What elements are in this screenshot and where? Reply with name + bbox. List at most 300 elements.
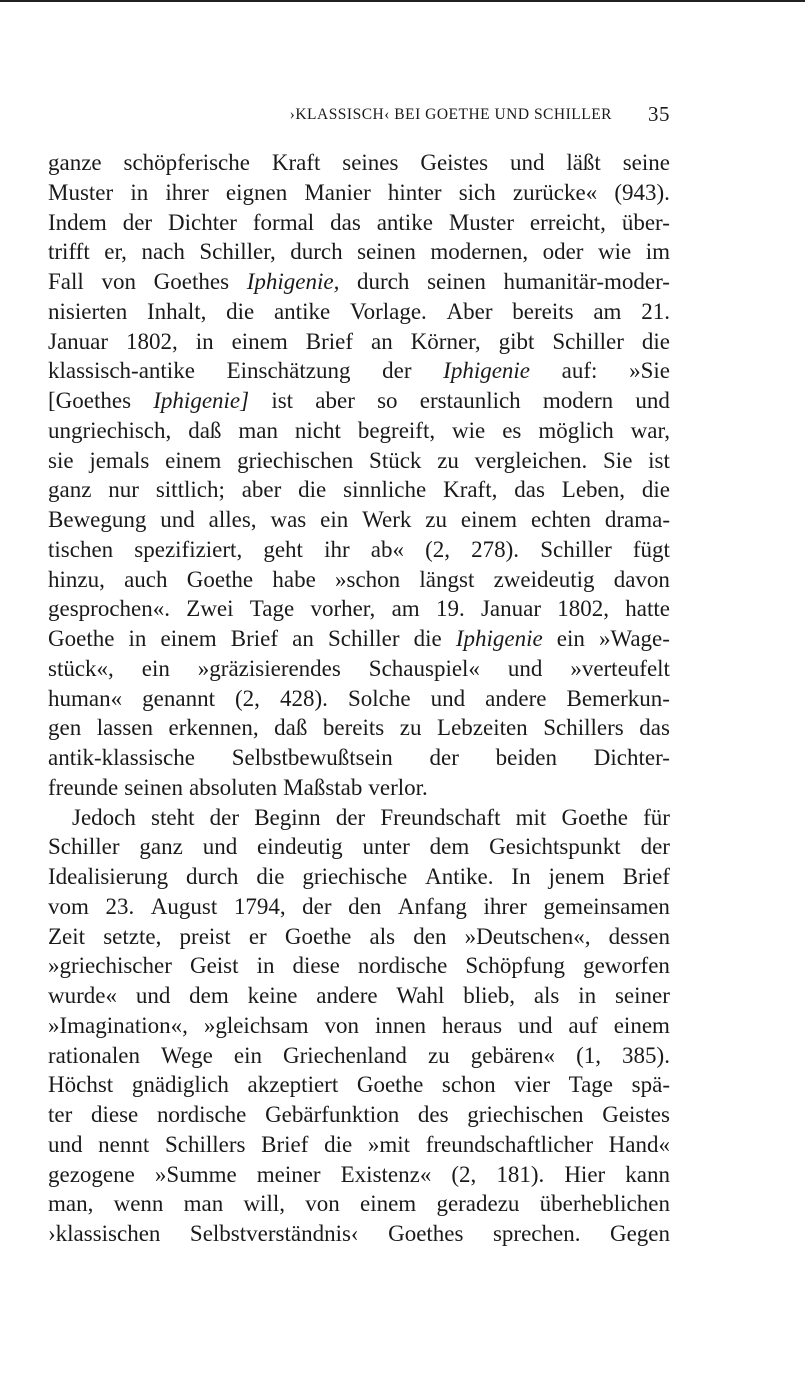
word: Manier (304, 179, 371, 205)
word: durch (290, 239, 343, 265)
word: von (324, 1012, 360, 1038)
word: was (270, 507, 307, 532)
word: aber (241, 477, 282, 503)
word: die (256, 864, 285, 889)
text-line (48, 1219, 670, 1249)
text-line (48, 505, 670, 535)
word: seiner (614, 983, 670, 1008)
word: Kraft (271, 150, 321, 175)
text-line (48, 862, 670, 892)
word: blieb, (463, 983, 515, 1008)
word: Maßstab (283, 774, 363, 800)
word: antike (376, 209, 433, 235)
word: griechische (302, 864, 408, 889)
word: für (643, 804, 670, 830)
word: humanitär-moder- (503, 269, 670, 294)
word: wurde« (48, 983, 117, 1008)
word: gezogene (48, 1161, 135, 1187)
word: 278). (471, 536, 520, 562)
word: (2, (451, 1161, 477, 1187)
word: zweideutig (493, 566, 595, 592)
word: [Goethes (48, 388, 132, 413)
word: gen (48, 715, 82, 741)
word: unter (362, 834, 410, 860)
word: es (502, 417, 522, 443)
text-line (48, 148, 670, 178)
text-line (48, 1070, 670, 1100)
text-line (48, 892, 670, 922)
word: Goethe (186, 566, 254, 592)
word: seinen (357, 239, 416, 265)
word: Schöpfung (465, 953, 566, 979)
word: Lebzeiten (437, 715, 528, 741)
word: sprechen. (492, 1221, 581, 1246)
word: ›klassischen (48, 1221, 161, 1246)
word: »Deutschen«, (464, 923, 591, 949)
word: alles, (208, 507, 257, 532)
word: dem (189, 983, 229, 1008)
word: als (533, 983, 560, 1008)
word: einem (165, 447, 222, 473)
word: einem (613, 1012, 670, 1038)
word: Wege (161, 1042, 213, 1068)
text-line (48, 416, 670, 446)
word: griechischen (237, 447, 354, 473)
word: zu (427, 1042, 450, 1068)
word: erreicht, (529, 209, 606, 235)
word: Anfang (397, 893, 467, 919)
word: »verteufelt (570, 655, 670, 681)
word: Tage (568, 1072, 614, 1098)
word: jemals (89, 447, 150, 473)
word: nordische (357, 953, 448, 979)
word: und (517, 1012, 553, 1038)
word: rationalen (48, 1042, 140, 1068)
word: seinen (427, 269, 486, 294)
word: man, (48, 1191, 94, 1217)
word: »Sie (629, 358, 670, 384)
word: Dichter- (593, 745, 670, 770)
word: In (511, 864, 531, 889)
word: 19. (435, 596, 465, 622)
word: auf: (561, 358, 598, 384)
word: der (640, 834, 670, 860)
word: wenn (113, 1191, 164, 1217)
word: Antike. (425, 864, 494, 889)
word: ab« (370, 536, 404, 562)
word: Muster (448, 209, 514, 235)
word: Schiller (327, 626, 400, 651)
word: heraus (442, 1012, 503, 1038)
word: auf (568, 1012, 598, 1038)
word: an (292, 626, 314, 651)
word: genannt (142, 685, 215, 711)
word: Einschätzung (226, 358, 351, 384)
word: durch (186, 864, 239, 889)
word: der (429, 745, 459, 770)
word: einem (360, 1191, 417, 1217)
word: 1802, (126, 328, 178, 354)
word: antik-klassische (48, 745, 195, 770)
word: ganz (48, 477, 92, 503)
text-line (48, 356, 670, 386)
word: Schiller (540, 536, 612, 562)
word: der (209, 804, 240, 830)
word: Freundschaft (380, 804, 501, 830)
text-line (48, 1160, 670, 1190)
word: freunde (48, 774, 119, 800)
word: durch (357, 269, 410, 294)
word: Goethe (284, 923, 352, 949)
word: und (430, 685, 466, 711)
word: 428). (279, 685, 328, 711)
word: »Imagination«, (48, 1012, 188, 1038)
word: ihrer (165, 179, 209, 205)
word: Indem (48, 209, 107, 235)
word: Schiller, (199, 239, 276, 265)
word: das (639, 715, 670, 741)
word: geworfen (583, 953, 670, 979)
word: Brief (261, 1131, 309, 1157)
word: nennt (98, 1131, 150, 1157)
word: (2, (425, 536, 451, 562)
word: hinzu, (48, 566, 105, 592)
word: daß (274, 715, 308, 741)
word: erkennen, (168, 715, 259, 741)
word: Stück (369, 447, 422, 473)
word: dem (429, 834, 470, 860)
word: 23. (105, 893, 135, 919)
word: bereits (322, 715, 385, 741)
italic-word: Iphigenie] (153, 388, 250, 413)
word: echten (530, 507, 591, 532)
word: ist (648, 447, 670, 473)
word: 21. (641, 298, 670, 324)
word: Hier (564, 1161, 606, 1187)
word: und (202, 834, 238, 860)
word: gibt (498, 328, 535, 354)
word: ein (320, 507, 349, 532)
word: nur (108, 477, 139, 503)
word: Kraft, (443, 477, 498, 503)
word: vorher, (310, 596, 376, 622)
word: »gräzisierendes (197, 655, 341, 681)
word: absoluten (189, 774, 278, 800)
word: war, (630, 417, 670, 443)
word: Bemerkun- (566, 685, 670, 711)
word: zurücke« (512, 179, 598, 205)
word: Brief (230, 626, 279, 651)
text-line (48, 1041, 670, 1071)
word: läßt (566, 150, 601, 175)
word: im (645, 239, 670, 265)
word: die (324, 1131, 353, 1157)
word: Schiller (552, 328, 624, 354)
text-line (48, 386, 670, 416)
word: diese (90, 1102, 139, 1127)
word: und (135, 983, 171, 1008)
text-line (48, 208, 670, 238)
word: habe (272, 566, 316, 592)
word: das (330, 209, 361, 235)
word: sich (458, 179, 496, 205)
italic-word: Iphigenie (443, 358, 531, 384)
word: einem (160, 626, 217, 651)
word: Zwei (186, 596, 234, 622)
word: Brief (305, 328, 354, 354)
word: keine (247, 983, 298, 1008)
word: schon (441, 1072, 496, 1098)
word: zu (437, 447, 459, 473)
word: der (302, 893, 332, 919)
word: er, (104, 239, 127, 265)
word: Goethe (48, 626, 115, 651)
word: formal (252, 209, 315, 235)
running-head: ›KLASSISCH‹ BEI GOETHE UND SCHILLER (289, 106, 612, 123)
text-line (48, 1130, 670, 1160)
word: Sie (603, 447, 633, 473)
word: zu (399, 715, 422, 741)
word: »Wage- (598, 626, 670, 651)
word: in (578, 983, 597, 1008)
word: 1794, (233, 893, 286, 919)
page-header (48, 104, 670, 130)
word: Bewegung (48, 507, 147, 532)
word: Gebärfunktion (265, 1102, 400, 1127)
word: bereits (512, 298, 574, 324)
word: gesprochen«. (48, 596, 170, 622)
word: Tage (249, 596, 295, 622)
word: August (150, 893, 218, 919)
text-line (48, 773, 670, 803)
word: Fall (48, 269, 84, 294)
word: Griechenland (283, 1042, 407, 1068)
word: Selbstverständnis‹ (189, 1221, 359, 1246)
word: und (509, 150, 545, 175)
word: vom (48, 893, 89, 919)
text-line (48, 743, 670, 773)
word: Januar (480, 596, 541, 622)
word: schöpferische (123, 150, 250, 175)
word: klassisch-antike (48, 358, 195, 384)
word: Goethe (561, 804, 628, 830)
word: freundschaftlicher (425, 1131, 593, 1157)
word: der (382, 358, 412, 384)
word: man (238, 417, 278, 443)
word: modernen, (430, 239, 529, 265)
word: ein (141, 655, 170, 681)
word: akzeptiert (247, 1072, 339, 1098)
word: Aber (446, 298, 493, 324)
word: ter (48, 1102, 73, 1127)
word: gemeinsamen (543, 893, 670, 919)
word: Schauspiel« (368, 655, 480, 681)
word: Solche (347, 685, 411, 711)
word: und (48, 1131, 83, 1157)
text-line (48, 1100, 670, 1130)
word: »gleichsam (203, 1012, 309, 1038)
word: der (335, 804, 366, 830)
word: ihr (324, 536, 350, 562)
word: andere (316, 983, 378, 1008)
word: von (101, 269, 136, 294)
word: davon (613, 566, 670, 592)
word: »Summe (154, 1161, 237, 1187)
word: Dichter (167, 209, 237, 235)
word: (1, (576, 1042, 601, 1068)
word: möglich (538, 417, 614, 443)
word: »schon (335, 566, 401, 592)
word: »griechischer (48, 953, 172, 979)
word: er (248, 923, 267, 949)
word: die (413, 626, 442, 651)
word: wie (452, 417, 486, 443)
word: Existenz« (340, 1161, 432, 1187)
word: ein (556, 626, 585, 651)
word: die (641, 477, 670, 503)
word: 385). (622, 1042, 670, 1068)
word: sie (48, 447, 74, 473)
word: längst (419, 566, 475, 592)
word: vergleichen. (474, 447, 588, 473)
word: der (122, 209, 153, 235)
word: nach (141, 239, 185, 265)
word: Gesichtspunkt (489, 834, 621, 860)
word: hinter (387, 179, 442, 205)
word: Geist (189, 953, 239, 979)
word: Idealisierung (48, 864, 169, 889)
word: setzte, (103, 923, 162, 949)
word: Zeit (48, 923, 86, 949)
word: human« (48, 685, 123, 711)
word: erstaunlich (419, 388, 521, 413)
text-line (48, 1189, 670, 1219)
text-line (48, 624, 670, 654)
word: am (593, 298, 622, 324)
word: seine (622, 150, 670, 175)
word: verlor. (368, 774, 428, 800)
text-line (48, 684, 670, 714)
word: am (391, 596, 420, 622)
word: auch (124, 566, 168, 592)
word: ist (271, 388, 294, 413)
word: zu (425, 507, 447, 532)
text-line (48, 446, 670, 476)
word: beiden (495, 745, 557, 770)
word: Schiller (48, 834, 120, 860)
text-line (48, 178, 670, 208)
word: Januar (48, 328, 109, 354)
word: Schillers (164, 1131, 246, 1157)
word: Brief (622, 864, 670, 889)
word: das (514, 477, 545, 503)
word: und (635, 388, 670, 413)
word: Vorlage. (349, 298, 427, 324)
word: (2, (235, 685, 260, 711)
word: 181). (496, 1161, 545, 1187)
word: drama- (604, 507, 670, 532)
word: Geistes (602, 1102, 670, 1127)
word: Leben, (561, 477, 625, 503)
word: Hand« (608, 1131, 670, 1157)
word: eindeutig (257, 834, 343, 860)
word: begreift, (357, 417, 436, 443)
italic-word: Iphigenie (455, 626, 543, 651)
word: ganz (139, 834, 183, 860)
word: spezifiziert, (134, 536, 243, 562)
word: Körner, (410, 328, 481, 354)
word: seinen (124, 774, 184, 800)
word: andere (485, 685, 547, 711)
word: Werk (362, 507, 412, 532)
word: preist (179, 923, 231, 949)
word: und (160, 507, 195, 532)
word: lassen (96, 715, 153, 741)
word: überheblichen (539, 1191, 670, 1217)
word: Goethe (356, 1072, 424, 1098)
word: Beginn (254, 804, 321, 830)
text-line (48, 951, 670, 981)
text-line (48, 922, 670, 952)
word: einem (231, 328, 288, 354)
word: hatte (625, 596, 670, 622)
word: so (377, 388, 398, 413)
word: Gegen (609, 1221, 670, 1246)
text-line (48, 803, 670, 833)
word: modern (542, 388, 614, 413)
word: ein (233, 1042, 262, 1068)
word: wie (597, 239, 632, 265)
word: jenem (548, 864, 605, 889)
word: die (298, 477, 327, 503)
word: Selbstbewußtsein (231, 745, 393, 770)
word: 1802, (557, 596, 609, 622)
word: tischen (48, 536, 114, 562)
word: aber (315, 388, 355, 413)
word: will, (243, 1191, 286, 1217)
word: seines (342, 150, 399, 175)
word: spä- (631, 1072, 670, 1098)
text-line (48, 297, 670, 327)
word: Goethes (153, 269, 230, 294)
word: sinnliche (343, 477, 427, 503)
text-line (48, 535, 670, 565)
word: kann (625, 1161, 670, 1187)
word: steht (151, 804, 195, 830)
word: Jedoch (72, 804, 136, 830)
italic-word: Iphigenie, (246, 269, 340, 294)
word: in (128, 626, 147, 651)
word: ungriechisch, (48, 417, 172, 443)
text-line (48, 565, 670, 595)
word: gebären« (470, 1042, 556, 1068)
text-line (48, 267, 670, 297)
word: sittlich; (155, 477, 225, 503)
word: geradezu (436, 1191, 520, 1217)
body-text (48, 148, 670, 1249)
text-line (48, 654, 670, 684)
word: Muster (48, 179, 114, 205)
word: den (413, 923, 447, 949)
word: eignen (225, 179, 288, 205)
word: einem (460, 507, 518, 532)
word: die (641, 328, 670, 354)
word: ganze (48, 150, 102, 175)
word: griechischen (467, 1102, 584, 1127)
word: oder (542, 239, 584, 265)
word: stück«, (48, 655, 114, 681)
text-line (48, 327, 670, 357)
